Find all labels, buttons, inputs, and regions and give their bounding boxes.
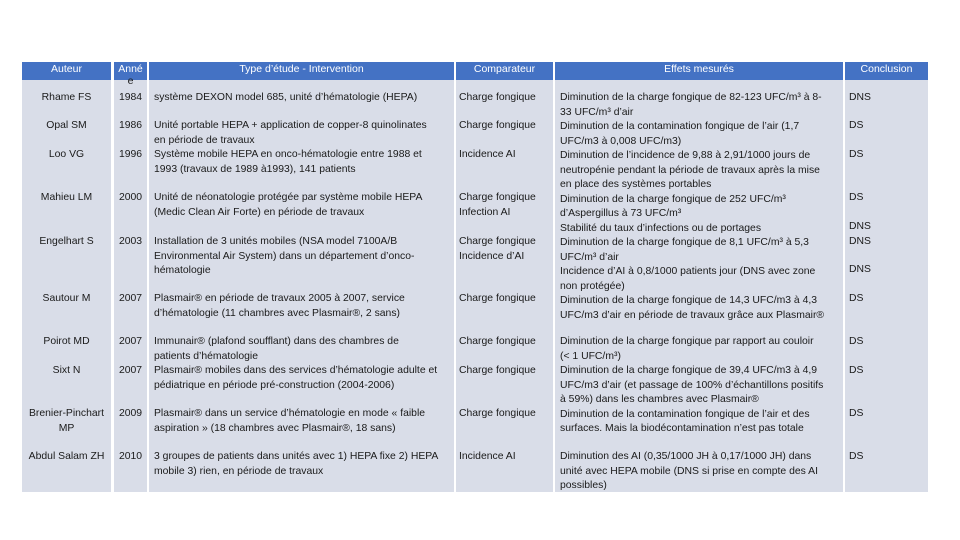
effets-line: Stabilité du taux d’infections ou de portages [560,222,762,234]
effets-line: Diminution de la charge fongique de 8,1 UFC/m³ à 5,3 [560,237,809,248]
effets-line: Diminution de la charge fongique de 252 UFC/m³ [560,193,786,205]
conclusion-cell: DNS [849,236,871,247]
conclusion-cell: DS [849,149,864,160]
auteur-cell: Mahieu LM [40,192,93,203]
type-line: patients d’hématologie [154,350,258,362]
type-line: (Medic Clean Air Forte) en période de travaux [154,206,365,218]
effets-line: 33 UFC/m³ d’air [560,106,634,118]
annee-cell: 2007 [118,293,143,304]
type-cell [154,335,399,364]
comparateur-cell [459,235,536,264]
comparateur-line: Charge fongique [459,408,536,419]
auteur-cell: Loo VG [48,149,85,160]
comparateur-line: Charge fongique [459,192,536,203]
annee-cell: 2003 [118,236,143,247]
type-cell [154,235,414,279]
conclusion-cell: DS [849,336,864,347]
conclusion-cell: DNS [849,221,871,232]
conclusion-cell: DS [849,192,864,203]
comparateur-cell [459,191,536,220]
header-annee-line1: Anné [118,63,143,75]
conclusion-cell: DNS [849,92,871,103]
type-line: 1993 (travaux de 1989 à1993), 141 patients [154,163,356,175]
annee-cell: 2007 [118,336,143,347]
effets-line: UFC/m3 d’air (et passage de 100% d’échantillons positifs [560,379,824,391]
type-cell [154,91,417,106]
auteur-cell: Rhame FS [41,92,92,103]
comparateur-line: Charge fongique [459,120,536,131]
type-cell [154,292,405,321]
effets-line: non protégée) [560,280,625,292]
header-effets: Effets mesurés [664,63,734,75]
conclusion-cell: DS [849,408,864,419]
type-cell [154,191,422,220]
type-line: Installation de 3 unités mobiles (NSA model 7100A/B [154,236,398,247]
effets-line: Incidence d’AI à 0,8/1000 patients jour (DNS avec zone [560,266,816,277]
comparateur-line: Incidence d’AI [459,250,525,262]
header-annee-line2: e [127,75,134,87]
comparateur-line: Charge fongique [459,365,536,376]
effets-line: Diminution de la charge fongique de 39,4 UFC/m3 à 4,9 [560,365,818,376]
type-line: Unité portable HEPA + application de copper-8 quinolinates [154,120,427,131]
auteur-cell: Abdul Salam ZH [28,451,105,462]
type-line: Unité de néonatologie protégée par système mobile HEPA [154,192,423,203]
type-line: Système mobile HEPA en onco-hématologie entre 1988 et [154,149,422,160]
comparateur-line: Charge fongique [459,236,536,247]
effets-line: Diminution de la contamination fongique de l’air (1,7 [560,121,800,132]
auteur-cell: Sixt N [52,365,81,376]
type-line: 3 groupes de patients dans unités avec 1) HEPA fixe 2) HEPA [154,451,439,462]
effets-line: Diminution de l’incidence de 9,88 à 2,91/1000 jours de [560,150,811,161]
conclusion-cell: DS [849,451,864,462]
comparateur-line: Charge fongique [459,336,536,347]
header-annee [114,63,147,87]
effets-line: (< 1 UFC/m³) [560,350,621,362]
effets-line: Diminution de la contamination fongique de l’air et des [560,408,810,420]
annee-cell: 2000 [118,192,143,203]
comparateur-cell [459,119,536,134]
effets-block [560,450,818,494]
header-conclusion: Conclusion [860,63,913,75]
type-cell [154,450,438,479]
annee-cell: 2009 [118,408,143,419]
annee-cell: 1984 [118,92,143,103]
auteur-cell: Poirot MD [43,336,90,347]
type-line: d’hématologie (11 chambres avec Plasmair®, 2 sans) [154,307,400,319]
comparateur-cell [459,407,536,422]
type-cell [154,119,427,148]
type-cell [154,407,425,436]
auteur-line: Brenier-Pinchart [28,408,105,419]
type-line: système DEXON model 685, unité d’hématologie (HEPA) [154,92,418,103]
type-line: Plasmair® en période de travaux 2005 à 2007, service [154,293,405,304]
conclusion-cell: DNS [849,264,871,275]
comparateur-line: Charge fongique [459,293,536,304]
type-line: aspiration » (18 chambres avec Plasmair®, 18 sans) [154,422,396,434]
effets-line: UFC/m³ d’air [560,251,619,263]
comparateur-cell [459,335,536,350]
comparateur-cell [459,91,536,106]
type-line: pédiatrique en période pré-construction (2004-2006) [154,379,395,391]
comparateur-line: Incidence AI [459,451,516,462]
comparateur-cell [459,292,536,307]
type-line: Plasmair® dans un service d’hématologie en mode « faible [154,408,426,419]
type-line: Plasmair® mobiles dans des services d’hématologie adulte et [154,365,438,376]
effets-line: possibles) [560,480,607,491]
effets-line: neutropénie pendant la période de travaux après la mise [560,164,820,176]
annee-cell: 2010 [118,451,143,462]
effets-block [560,91,824,323]
effets-line: Diminution de la charge fongique de 82-123 UFC/m³ à 8- [560,92,822,103]
effets-line: à 59%) dans les chambres avec Plasmair® [560,394,759,405]
effets-line: UFC/m3 d’air en période de travaux grâce aux Plasmair® [560,309,825,321]
auteur-line: MP [58,422,75,434]
comparateur-line: Charge fongique [459,92,536,103]
type-line: Environmental Air System) dans un département d’onco- [154,250,415,262]
conclusion-cell: DS [849,120,864,131]
type-line: Immunair® (plafond soufflant) dans des chambres de [154,336,399,347]
type-line: mobile 3) rien, en période de travaux [154,465,324,477]
type-line: hématologie [154,265,211,276]
header-auteur: Auteur [51,63,82,75]
effets-line: unité avec HEPA mobile (DNS si prise en compte des AI [560,465,818,477]
auteur-cell: Sautour M [42,293,91,304]
effets-line: d’Aspergillus à 73 UFC/m³ [560,208,682,219]
auteur-cell: Engelhart S [39,236,94,247]
auteur-cell [20,407,113,436]
conclusion-cell: DS [849,365,864,376]
header-type: Type d’étude - Intervention [239,63,364,75]
annee-cell: 1986 [118,120,143,131]
effets-block [560,335,823,437]
header-comparateur: Comparateur [473,63,536,75]
effets-line: Diminution de la charge fongique de 14,3 UFC/m3 à 4,3 [560,295,818,306]
type-cell [154,148,422,177]
annee-cell: 1996 [118,149,143,160]
conclusion-cell: DS [849,293,864,304]
comparateur-cell [459,364,536,379]
type-cell [154,364,437,393]
effets-line: en place des systèmes portables [560,179,712,190]
annee-cell: 2007 [118,365,143,376]
effets-line: Diminution de la charge fongique par rapport au couloir [560,336,814,347]
effets-line: UFC/m3 à 0,008 UFC/m3) [560,135,682,147]
type-line: en période de travaux [154,134,255,146]
comparateur-cell [459,450,516,465]
comparateur-line: Incidence AI [459,149,516,160]
comparateur-line: Infection AI [459,206,511,218]
effets-line: surfaces. Mais la biodécontamination n’est pas totale [560,423,804,434]
auteur-cell: Opal SM [46,120,87,131]
comparateur-cell [459,148,516,163]
effets-line: Diminution des AI (0,35/1000 JH à 0,17/1000 JH) dans [560,451,812,462]
